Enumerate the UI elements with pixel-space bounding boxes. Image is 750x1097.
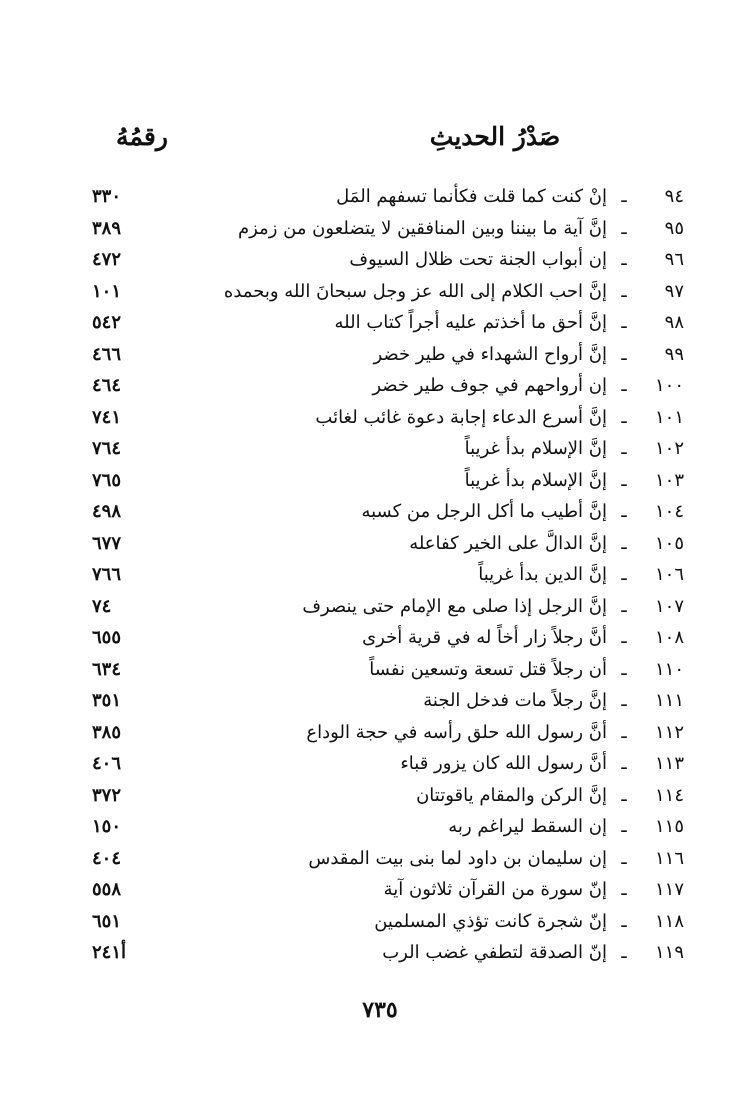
entry-dash: ـ: [621, 186, 627, 207]
hadith-opening-text: إنَّ الإسلام بدأ غريباً: [464, 438, 607, 459]
hadith-opening-text: إنَّ الركن والمقام ياقوتتان: [416, 784, 607, 806]
entry-dash: ـ: [621, 469, 627, 491]
list-item: [0, 244, 750, 276]
hadith-opening-text: أنَّ رسول الله حلق رأسه في حجة الوداع: [306, 721, 607, 743]
hadith-number: ٤٧٢: [92, 249, 122, 270]
list-item: [0, 654, 750, 686]
hadith-number: ١٥٠: [92, 816, 122, 837]
hadith-opening-text: إنَّ احب الكلام إلى الله عز وجل سبحانَ الله وبحمده: [223, 280, 607, 302]
hadith-number: ٤٦٤: [92, 375, 122, 396]
entry-index: ١٠١: [654, 406, 684, 428]
entry-index: ٩٥: [664, 217, 684, 239]
hadith-opening-text: إنّ الصدقة لتطفي غضب الرب: [382, 942, 607, 963]
entry-dash: ـ: [621, 438, 627, 459]
entry-index: ١١١: [654, 690, 684, 711]
entry-index: ١٠٧: [654, 595, 684, 617]
list-item: [0, 559, 750, 591]
entry-dash: ـ: [621, 658, 627, 680]
entry-index: ١١٦: [654, 847, 684, 869]
entry-index: ٩٤: [664, 186, 684, 207]
list-item: [0, 370, 750, 402]
entry-dash: ـ: [621, 595, 627, 617]
hadith-opening-text: إنَّ أحق ما أخذتم عليه أجراً كتاب الله: [334, 312, 607, 333]
entry-dash: ـ: [621, 343, 627, 365]
hadith-opening-text: إنّ سورة من القرآن ثلاثون آية: [383, 879, 607, 900]
hadith-opening-text: أن رجلاً قتل تسعة وتسعين نفساً: [369, 658, 607, 680]
entry-index: ١١٢: [654, 721, 684, 743]
list-item: [0, 528, 750, 560]
entry-index: ٩٧: [664, 280, 684, 302]
hadith-opening-text: إنَّ الرجل إذا صلى مع الإمام حتى ينصرف: [302, 595, 607, 617]
list-item: [0, 811, 750, 843]
hadith-opening-text: أنَّ رجلاً زار أخاً له في قرية أخرى: [362, 627, 607, 648]
column-header-number: رقمُهُ: [116, 122, 168, 151]
entry-dash: ـ: [621, 249, 627, 270]
entry-index: ١٠٦: [654, 564, 684, 585]
hadith-number: أ٢٤١: [92, 942, 127, 963]
hadith-index-list: [0, 181, 750, 969]
hadith-opening-text: إن سليمان بن داود لما بنى بيت المقدس: [308, 847, 607, 869]
entry-index: ٩٨: [664, 312, 684, 333]
hadith-number: ٦٥١: [92, 910, 122, 932]
hadith-number: ٧٦٦: [92, 564, 122, 585]
entry-index: ١١٧: [654, 879, 684, 900]
hadith-number: ٤٦٦: [92, 343, 122, 365]
list-item: [0, 307, 750, 339]
list-item: [0, 906, 750, 938]
hadith-opening-text: إنَّ الدالَّ على الخير كفاعله: [409, 532, 607, 554]
entry-dash: ـ: [621, 627, 627, 648]
column-header-hadith: صَدْرُ الحديثِ: [429, 122, 561, 151]
hadith-opening-text: إن السقط ليراغم ربه: [448, 816, 607, 837]
list-item: [0, 181, 750, 213]
hadith-number: ٤٠٦: [92, 753, 122, 774]
hadith-opening-text: أنَّ رسول الله كان يزور قباء: [400, 753, 607, 774]
hadith-number: ٤٠٤: [92, 847, 122, 869]
entry-index: ١٠٥: [654, 532, 684, 554]
entry-dash: ـ: [621, 942, 627, 963]
entry-dash: ـ: [621, 375, 627, 396]
list-item: [0, 213, 750, 245]
entry-dash: ـ: [621, 847, 627, 869]
hadith-opening-text: إن أبواب الجنة تحت ظلال السيوف: [349, 249, 607, 270]
hadith-number: ٣٨٥: [92, 721, 122, 743]
entry-index: ١١٠: [654, 658, 684, 680]
entry-dash: ـ: [621, 501, 627, 522]
list-item: [0, 622, 750, 654]
entry-dash: ـ: [621, 784, 627, 806]
hadith-opening-text: إنَّ آية ما بيننا وبين المنافقين لا يتضلعون من زمزم: [237, 217, 607, 239]
hadith-number: ٦٣٤: [92, 658, 122, 680]
hadith-opening-text: إنّ شجرة كانت تؤذي المسلمين: [374, 910, 607, 932]
list-item: [0, 591, 750, 623]
entry-index: ٩٩: [664, 343, 684, 365]
list-item: [0, 937, 750, 969]
entry-index: ١٠٣: [654, 469, 684, 491]
hadith-number: ٥٤٢: [92, 312, 122, 333]
list-item: [0, 433, 750, 465]
entry-dash: ـ: [621, 312, 627, 333]
hadith-number: ٦٧٧: [92, 532, 122, 554]
entry-dash: ـ: [621, 753, 627, 774]
hadith-opening-text: إنَّ الدين بدأ غريباً: [478, 564, 607, 585]
entry-index: ١١٤: [654, 784, 684, 806]
entry-dash: ـ: [621, 879, 627, 900]
hadith-number: ٧٦٥: [92, 469, 122, 491]
hadith-number: ١٠١: [92, 280, 122, 302]
hadith-opening-text: إنَّ أطيب ما أكل الرجل من كسبه: [361, 501, 607, 522]
hadith-number: ٧٤: [92, 595, 112, 617]
hadith-number: ٦٥٥: [92, 627, 122, 648]
hadith-opening-text: إن أرواحهم في جوف طير خضر: [372, 375, 607, 396]
list-item: [0, 843, 750, 875]
entry-index: ١١٥: [654, 816, 684, 837]
entry-dash: ـ: [621, 280, 627, 302]
entry-dash: ـ: [621, 721, 627, 743]
list-item: [0, 717, 750, 749]
list-item: [0, 748, 750, 780]
list-item: [0, 402, 750, 434]
list-item: [0, 780, 750, 812]
list-item: [0, 276, 750, 308]
list-item: [0, 339, 750, 371]
page-number: ٧٣٥: [362, 997, 398, 1023]
entry-dash: ـ: [621, 564, 627, 585]
entry-index: ١١٣: [654, 753, 684, 774]
hadith-opening-text: إنَّ رجلاً مات فدخل الجنة: [423, 690, 607, 711]
entry-index: ١٠٢: [654, 438, 684, 459]
hadith-opening-text: إنَّ الإسلام بدأ غريباً: [464, 469, 607, 491]
list-item: [0, 685, 750, 717]
hadith-opening-text: إنْ كنت كما قلت فكأنما تسفهم المَل: [336, 186, 607, 207]
entry-index: ١١٨: [654, 910, 684, 932]
entry-index: ١٠٨: [654, 627, 684, 648]
hadith-number: ٤٩٨: [92, 501, 122, 522]
hadith-number: ٣٣٠: [92, 186, 122, 207]
hadith-number: ٥٥٨: [92, 879, 122, 900]
entry-dash: ـ: [621, 406, 627, 428]
entry-dash: ـ: [621, 532, 627, 554]
entry-index: ١٠٤: [654, 501, 684, 522]
list-item: [0, 465, 750, 497]
hadith-number: ٣٥١: [92, 690, 122, 711]
entry-index: ١١٩: [654, 942, 684, 963]
entry-dash: ـ: [621, 910, 627, 932]
entry-dash: ـ: [621, 816, 627, 837]
hadith-number: ٧٦٤: [92, 438, 122, 459]
entry-index: ١٠٠: [654, 375, 684, 396]
hadith-number: ٣٨٩: [92, 217, 122, 239]
entry-dash: ـ: [621, 690, 627, 711]
entry-index: ٩٦: [664, 249, 684, 270]
entry-dash: ـ: [621, 217, 627, 239]
list-item: [0, 874, 750, 906]
hadith-number: ٣٧٢: [92, 784, 122, 806]
hadith-opening-text: إنَّ أرواح الشهداء في طير خضر: [373, 343, 607, 365]
hadith-number: ٧٤١: [92, 406, 122, 428]
list-item: [0, 496, 750, 528]
hadith-opening-text: إنَّ أسرع الدعاء إجابة دعوة غائب لغائب: [315, 406, 607, 428]
